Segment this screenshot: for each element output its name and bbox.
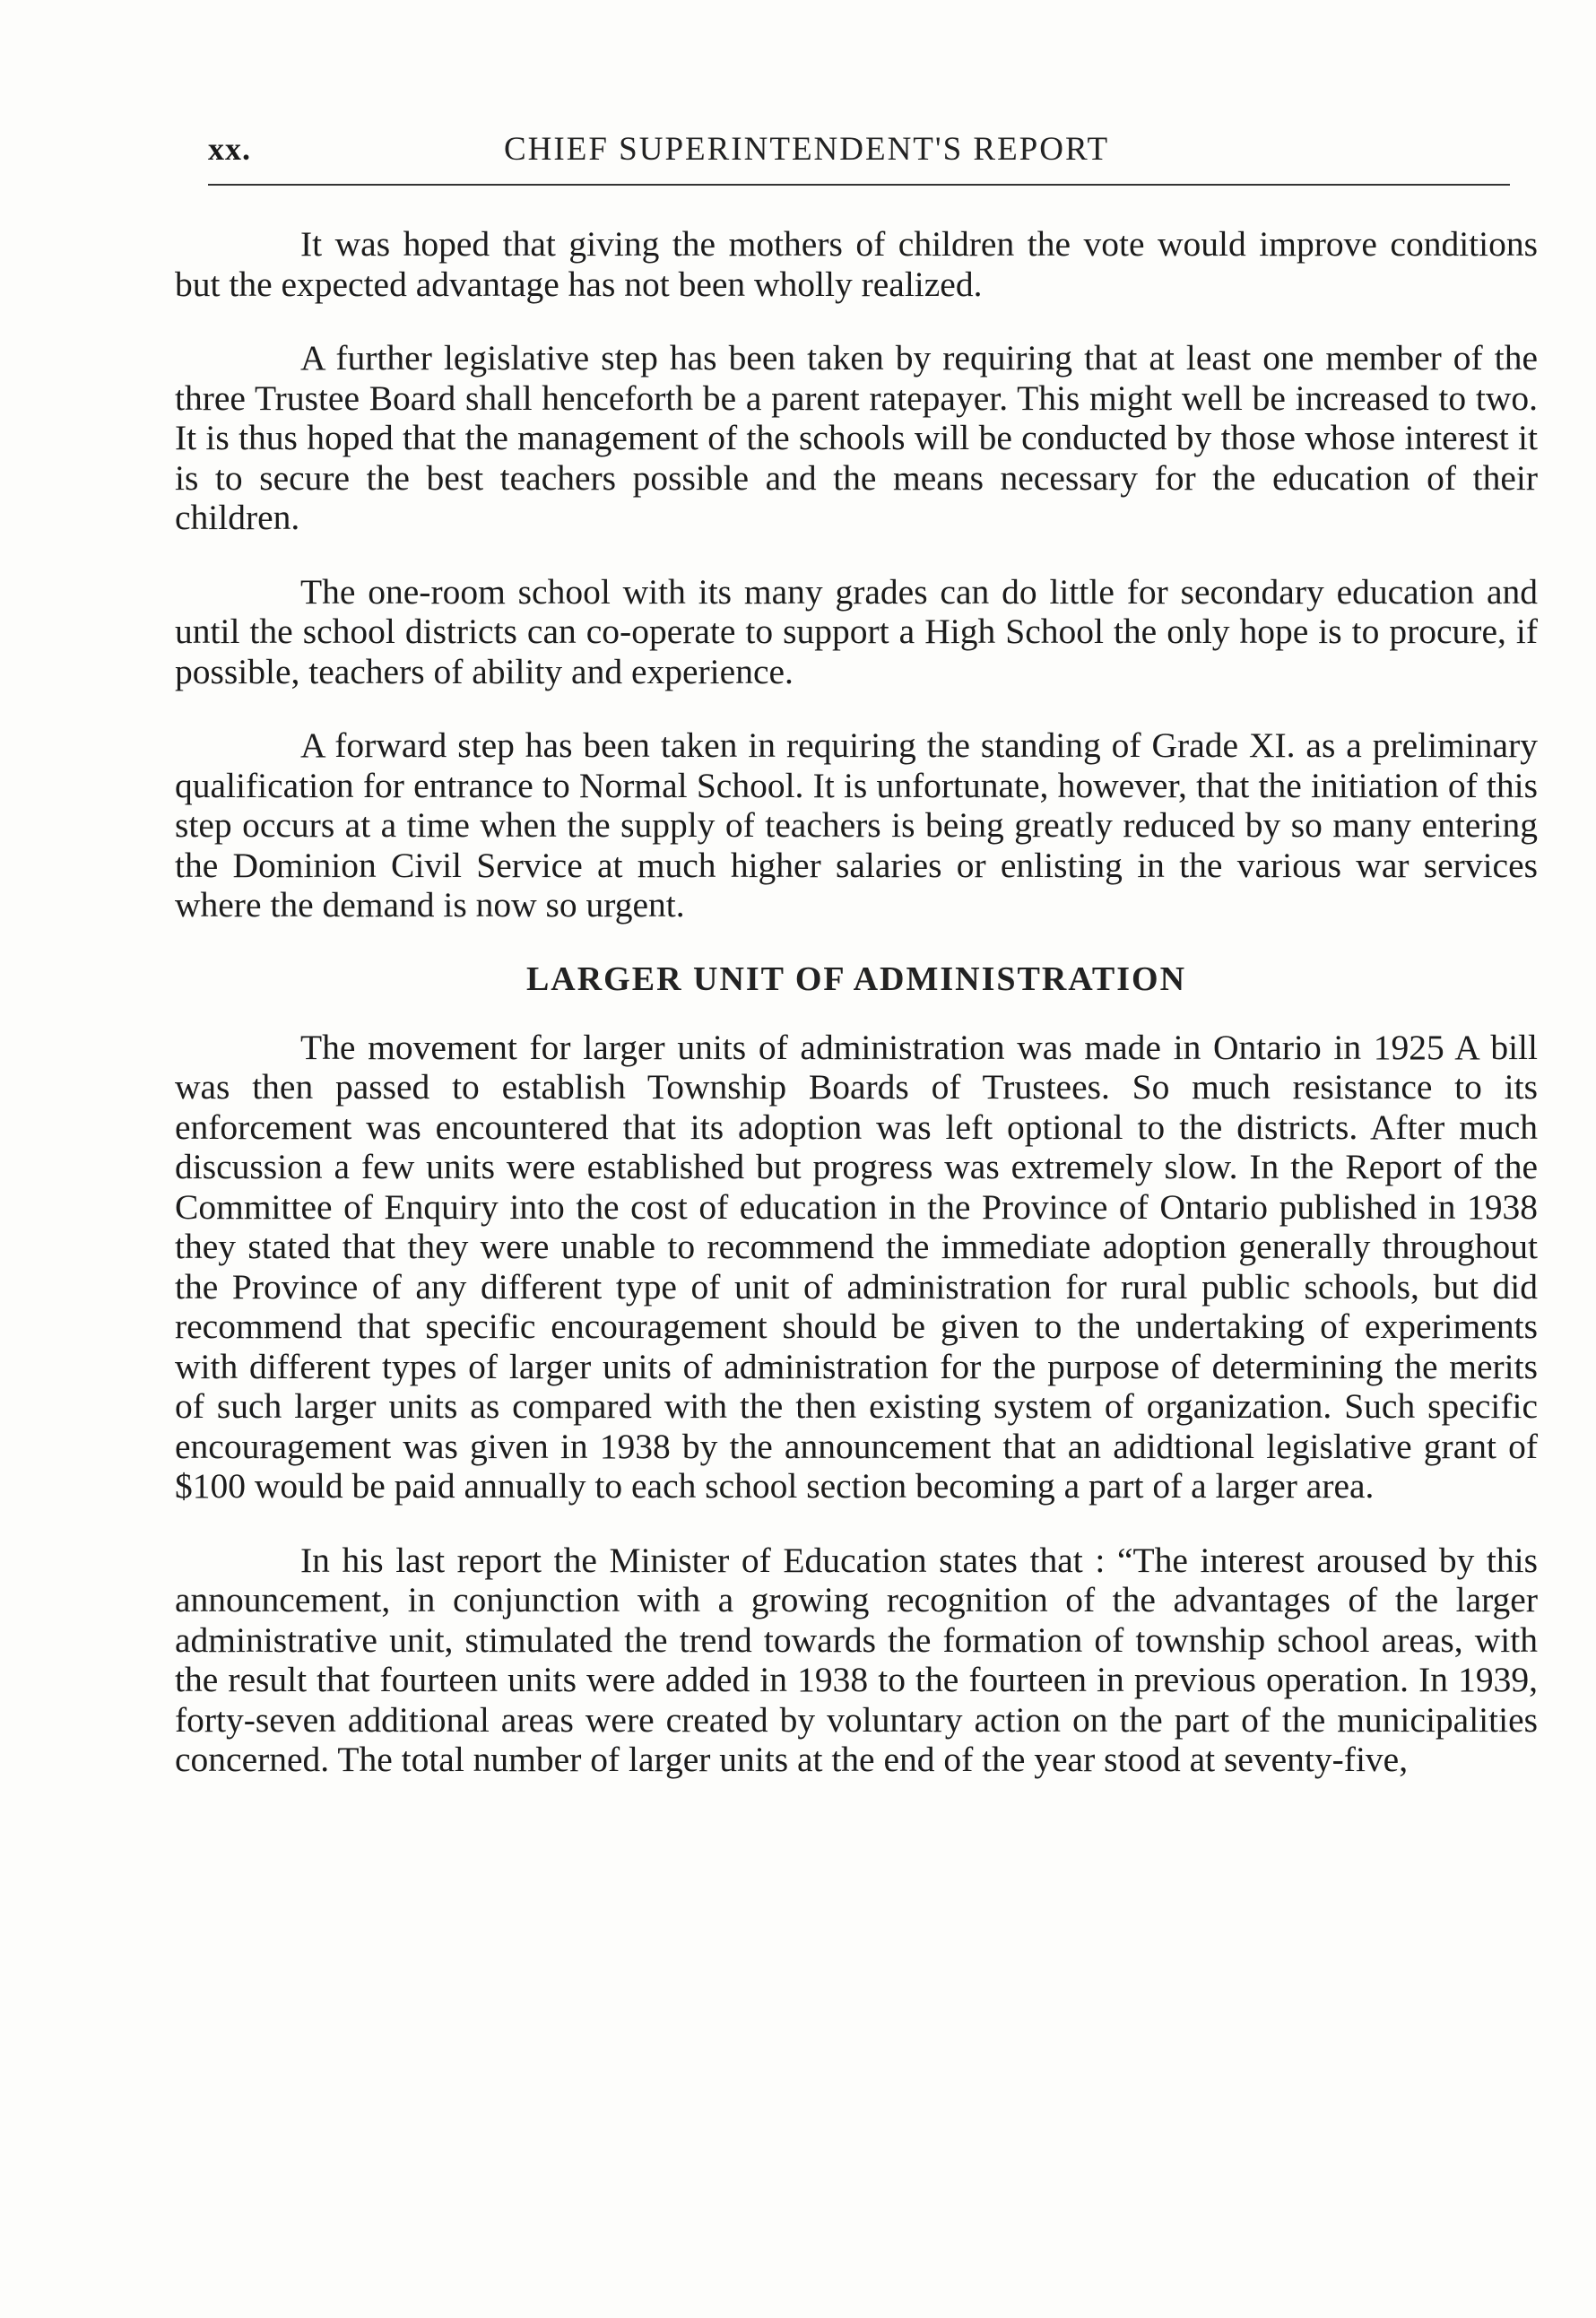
header-rule xyxy=(208,184,1510,186)
paragraph-one-room-school: The one-room school with its many grades can do little for secondary education and until the school districts can co-operate to support a High School the only hope is to procure, if possible, teachers of ability and experience. xyxy=(175,571,1538,691)
running-title: CHIEF SUPERINTENDENT'S REPORT xyxy=(504,131,1110,168)
page-header xyxy=(208,130,1510,173)
paragraph-grade-xi: A forward step has been taken in requiring the standing of Grade XI. as a preliminary qualification for entrance to Normal School. It is unfortunate, however, that the initiation of this step occurs at a time when the supply of teachers is being greatly reduced by so many entering the Dominion Civil Service at much higher salaries or enlisting in the various war services where the demand is now so urgent. xyxy=(175,725,1538,925)
paragraph-parent-ratepayer: A further legislative step has been taken by requiring that at least one member of the three Trustee Board shall henceforth be a parent ratepayer. This might well be increased to two. It is thus hoped that the management of the schools will be conducted by those whose interest it is to secure the best teachers possible and the means necessary for the education of their children. xyxy=(175,338,1538,537)
body-text xyxy=(175,224,1538,1814)
section-heading: LARGER UNIT OF ADMINISTRATION xyxy=(525,959,1187,998)
paragraph-minister-report: In his last report the Minister of Education states that : “The interest aroused by this announcement, in conjunction with a growing recognition of the advantages of the larger administrative unit, stimulated the trend towards the formation of township school areas, with the result that fourteen units were added in 1938 to the fourteen in previous operation. In 1939, forty-seven additional areas were created by voluntary action on the part of the municipalities concerned. The total number of larger units at the end of the year stood at seventy-five, xyxy=(175,1540,1538,1779)
page-number: xx. xyxy=(208,131,251,167)
paragraph-larger-units-history: The movement for larger units of administration was made in Ontario in 1925 A bill was then passed to establish Township Boards of Trustees. So much resistance to its enforcement was encountered that its adoption was left optional to the districts. After much discussion a few units were established but progress was extremely slow. In the Report of the Committee of Enquiry into the cost of education in the Province of Ontario published in 1938 they stated that they were unable to recommend the immediate adoption generally throughout the Province of any different type of unit of administration for rural public schools, but did recommend that specific encouragement should be given to the undertaking of experiments with different types of larger units of administration for the purpose of determining the merits of such larger units as compared with the then existing system of organization. Such specific encouragement was given in 1938 by the announcement that an adidtional legislative grant of $100 would be paid annually to each school section becoming a part of a larger area. xyxy=(175,1027,1538,1506)
paragraph-mothers-vote: It was hoped that giving the mothers of children the vote would improve conditions but the expected advantage has not been wholly realized. xyxy=(175,224,1538,304)
